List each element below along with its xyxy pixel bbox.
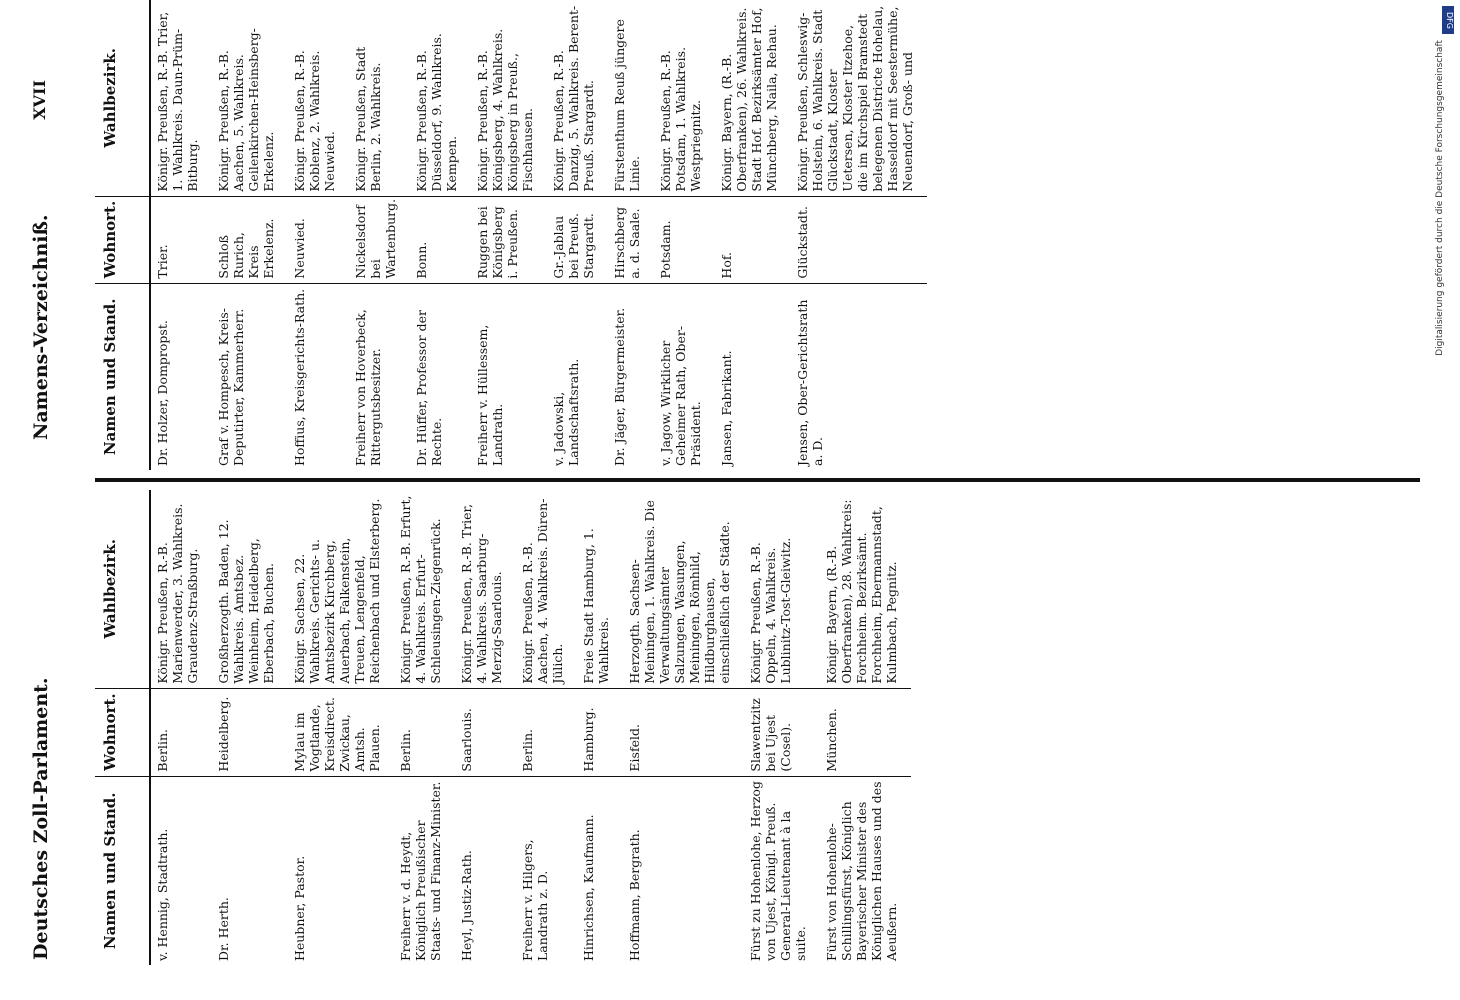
table-row (349, 0, 410, 470)
cell-name: v. Jadowski, Landschaftsrath. (551, 358, 581, 466)
table-row (471, 0, 547, 470)
table-row (820, 490, 911, 965)
cell-residence: Trier. (150, 196, 212, 283)
cell-name: Jensen, Ober-Gerichtsrath a. D. (795, 299, 825, 466)
cell-name: Dr. Holzer, Dompropst. (155, 320, 170, 466)
cell-district: Freie Stadt Hamburg, 1. Wahlkreis. (581, 528, 611, 684)
cell-district: Königr. Preußen, R.-B. Trier, 1. Wahlkreis. Daun-Prüm-Bitburg. (155, 11, 200, 192)
cell-name: Freiherr von Hoverbeck, Rittergutsbesitzer. (353, 309, 383, 466)
table-row (212, 0, 288, 470)
cell-residence: Nickelsdorf bei Wartenburg. (349, 196, 410, 283)
left-register-block (95, 490, 911, 965)
cell-residence: Berlin. (150, 688, 212, 776)
header-district: Wahlbezirk. (95, 0, 150, 196)
cell-residence: Bonn. (410, 196, 471, 283)
left-register-table (95, 490, 911, 965)
header-row (95, 490, 150, 965)
cell-district: Königr. Preußen, R.-B. Potsdam, 1. Wahlkreis. Westpriegnitz. (658, 46, 703, 192)
running-head (30, 40, 70, 960)
cell-name: Graf v. Hompesch, Kreis-Deputirter, Kammerherr. (216, 308, 246, 466)
cell-district: Königr. Preußen, R.-B. Aachen, 4. Wahlkreis. Düren-Jülich. (520, 498, 565, 684)
table-row (150, 490, 212, 965)
left-title: Deutsches Zoll-Parlament. (30, 677, 52, 960)
cell-residence: Berlin. (516, 688, 577, 776)
table-row (410, 0, 471, 470)
cell-residence: Saarlouis. (455, 688, 516, 776)
scan-credit: Digitalisierung gefördert durch die Deutsche Forschungsgemeinschaft (1435, 40, 1445, 356)
cell-name: Heyl, Justiz-Rath. (459, 850, 474, 961)
table-row (791, 0, 927, 470)
header-row (95, 0, 150, 470)
table-row (288, 490, 394, 965)
cell-district: Königr. Bayern, (R.-B. Oberfranken), 26. Wahlkreis. Stadt Hof. Bezirksämter Hof, Münchberg, Naila, Rehau. (719, 7, 779, 192)
table-row (394, 490, 455, 965)
cell-district: Königr. Preußen, R.-B. Danzig, 5. Wahlkreis. Berent-Preuß. Stargardt. (551, 5, 596, 192)
cell-name: Fürst zu Hohenlohe, Herzog von Ujest, Königl. Preuß. General-Lieutenant à la suite. (748, 781, 808, 961)
dfg-badge: DFG (1442, 6, 1454, 34)
cell-name: Hoffmann, Bergrath. (627, 829, 642, 961)
cell-name: Dr. Herth. (216, 897, 231, 961)
cell-name: Freiherr v. Hüllessem, Landrath. (475, 324, 505, 466)
table-row (547, 0, 608, 470)
cell-district: Königr. Preußen, R.-B. Trier, 4. Wahlkreis. Saarburg-Merzig-Saarlouis. (459, 503, 504, 684)
right-register-block (95, 0, 927, 470)
cell-district: Herzogth. Sachsen-Meiningen, 1. Wahlkreis. Die Verwaltungsämter Salzungen, Wasungen, Meiningen, Römhild, Hildburghausen, einschließlich der Städte. (627, 500, 732, 684)
cell-residence: Mylau im Vogtlande, Kreisdirect. Zwickau, Amtsh. Plauen. (288, 688, 394, 776)
cell-district: Königr. Preußen, R.-B. Düsseldorf, 9. Wahlkreis. Kempen. (414, 33, 459, 192)
cell-district: Königr. Preußen, R.-B. Königsberg, 4. Wahlkreis. Königsberg in Preuß., Fischhausen. (475, 28, 535, 192)
cell-district: Großherzogth. Baden, 12. Wahlkreis. Amtsbez. Weinheim, Heidelberg, Eberbach, Buchen. (216, 519, 276, 684)
cell-residence: Potsdam. (654, 196, 715, 283)
cell-residence: Berlin. (394, 688, 455, 776)
page-number: XVII (30, 80, 49, 120)
header-district: Wahlbezirk. (95, 490, 150, 688)
table-row (288, 0, 349, 470)
table-row (744, 490, 820, 965)
cell-district: Königr. Sachsen, 22. Wahlkreis. Gerichts- u. Amtsbezirk Kirchberg, Auerbach, Falkenstein, Treuen, Lengenfeld, Reichenbach und Elsterberg. (292, 498, 382, 684)
cell-district: Königr. Preußen, R.-B. Erfurt, 4. Wahlkreis. Erfurt-Schleusingen-Ziegenrück. (398, 495, 443, 684)
table-row (212, 490, 288, 965)
cell-residence: Neuwied. (288, 196, 349, 283)
left-table-body (150, 490, 911, 965)
cell-residence: Hirschberg a. d. Saale. (608, 196, 654, 283)
cell-district: Königr. Preußen, R.-B. Oppeln, 4. Wahlkreis. Lublinitz-Tost-Gleiwitz. (748, 537, 793, 684)
header-name: Namen und Stand. (95, 776, 150, 965)
cell-residence: Ruggen bei Königsberg i. Preußen. (471, 196, 547, 283)
cell-name: Heubner, Pastor. (292, 855, 307, 961)
cell-name: Dr. Jäger, Bürgermeister. (612, 307, 627, 466)
header-residence: Wohnort. (95, 196, 150, 283)
cell-district: Königr. Preußen, Stadt Berlin, 2. Wahlkreis. (353, 46, 383, 192)
table-row (516, 490, 577, 965)
right-register-table (95, 0, 927, 470)
cell-name: v. Hennig, Stadtrath. (155, 828, 170, 961)
table-row (608, 0, 654, 470)
cell-district: Königr. Bayern, (R.-B. Oberfranken), 28. Wahlkreis: Forchheim. Bezirksämt. Forchheim, Ebermannstadt, Kulmbach, Pegnitz. (824, 499, 899, 684)
column-divider (95, 478, 1420, 482)
table-row (654, 0, 715, 470)
cell-name: Freiherr v. Hilgers, Landrath z. D. (520, 839, 550, 961)
cell-residence: Eisfeld. (623, 688, 744, 776)
cell-residence: Heidelberg. (212, 688, 288, 776)
header-name: Namen und Stand. (95, 283, 150, 470)
cell-residence: Hof. (715, 196, 791, 283)
cell-name: Hinrichsen, Kaufmann. (581, 814, 596, 961)
header-residence: Wohnort. (95, 688, 150, 776)
cell-name: Fürst von Hohenlohe-Schillingsfürst, Königlich Bayerischer Minister des Königlichen Hauses und des Aeußern. (824, 781, 899, 961)
cell-residence: Glückstadt. (791, 196, 927, 283)
cell-name: Hoffius, Kreisgerichts-Rath. (292, 288, 307, 466)
cell-residence: Hamburg. (577, 688, 623, 776)
right-title: Namens-Verzeichniß. (30, 214, 52, 440)
cell-name: Dr. Hüffer, Professor der Rechte. (414, 310, 444, 466)
cell-residence: München. (820, 688, 911, 776)
cell-residence: Gr.-Jablau bei Preuß. Stargardt. (547, 196, 608, 283)
table-row (150, 0, 212, 470)
table-row (455, 490, 516, 965)
cell-name: v. Jagow, Wirklicher Geheimer Rath, Ober-Präsident. (658, 325, 703, 466)
table-row (623, 490, 744, 965)
cell-district: Fürstenthum Reuß jüngere Linie. (612, 19, 642, 192)
cell-name: Freiherr v. d. Heydt, Königlich Preußischer Staats- und Finanz-Minister. (398, 781, 443, 961)
table-row (577, 490, 623, 965)
cell-residence: Schloß Rurich, Kreis Erkelenz. (212, 196, 288, 283)
cell-district: Königr. Preußen, R.-B. Marienwerder, 3. Wahlkreis. Graudenz-Straßburg. (155, 503, 200, 684)
right-table-body (150, 0, 927, 470)
cell-residence: Slawentzitz bei Ujest (Cosel). (744, 688, 820, 776)
cell-name: Jansen, Fabrikant. (719, 350, 734, 466)
cell-district: Königr. Preußen, R.-B. Aachen, 5. Wahlkreis. Geilenkirchen-Heinsberg-Erkelenz. (216, 28, 276, 192)
cell-district: Königr. Preußen, Schleswig-Holstein, 6. Wahlkreis. Stadt Glückstadt, Kloster Uetersen, Kloster Itzehoe, die im Kirchspiel Bramstedt belegenen Districte Hohelau, Hasseldorf mit Seestermühe, Neuendorf, Groß- und (795, 5, 915, 192)
cell-district: Königr. Preußen, R.-B. Koblenz, 2. Wahlkreis. Neuwied. (292, 50, 337, 192)
table-row (715, 0, 791, 470)
